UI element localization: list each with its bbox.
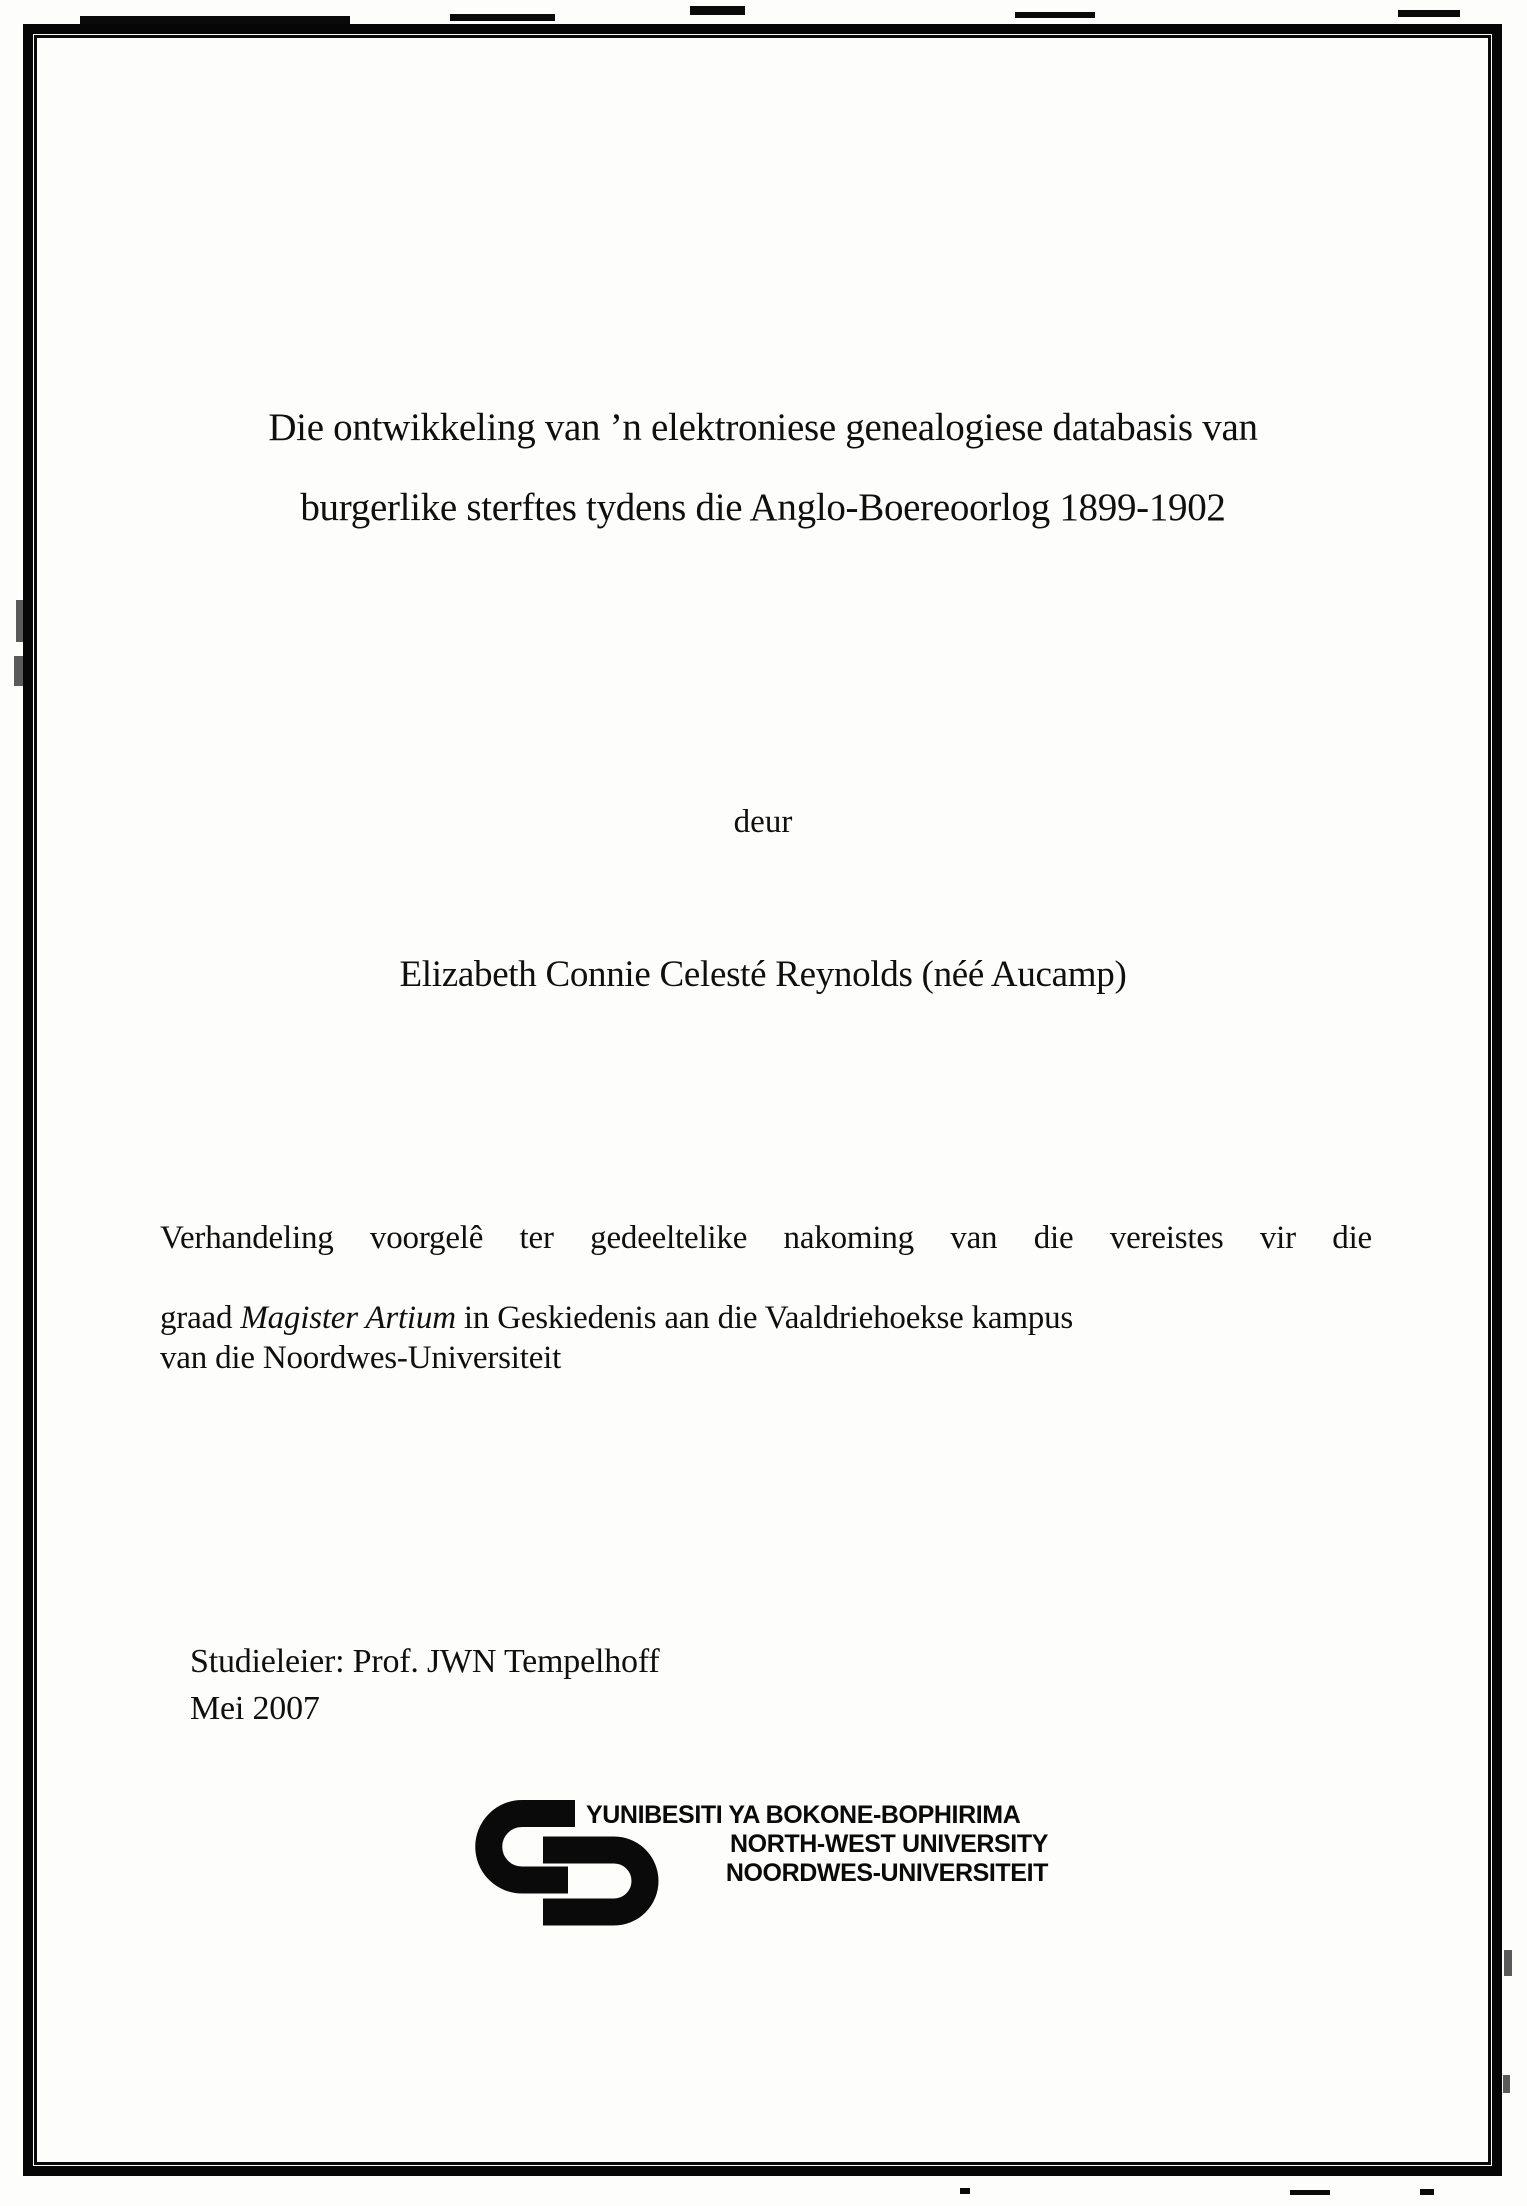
author-name: Elizabeth Connie Celesté Reynolds (néé Aucamp) (399, 954, 1127, 995)
submission-line2-pre: graad (160, 1300, 241, 1336)
scan-artifact (690, 6, 745, 15)
byline: deur (733, 804, 793, 840)
degree-name: Magister Artium (240, 1300, 456, 1336)
scan-artifact (1290, 2190, 1330, 2195)
date-line: Mei 2007 (190, 1690, 320, 1727)
supervisor-line: Studieleier: Prof. JWN Tempelhoff (190, 1643, 660, 1680)
scan-artifact (1504, 1950, 1512, 1976)
thesis-title-line2: burgerlike sterftes tydens die Anglo-Boereoorlog 1899-1902 (300, 486, 1226, 529)
university-logo (464, 1794, 1104, 1934)
wordmark-afrikaans: NOORDWES-UNIVERSITEIT (725, 1859, 1048, 1887)
scan-artifact (450, 14, 555, 21)
thesis-title (155, 388, 1371, 548)
scan-artifact (960, 2188, 970, 2194)
scan-artifact (1015, 12, 1095, 18)
submission-line2-post: in Geskiedenis aan die Vaaldriehoekse kampus (455, 1300, 1074, 1336)
submission-line2 (160, 1298, 1372, 1338)
submission-line3: van die Noordwes-Universiteit (160, 1340, 562, 1376)
scan-artifact (80, 16, 350, 24)
submission-statement (160, 1218, 1372, 1378)
thesis-title-line1: Die ontwikkeling van ’n elektroniese genealogiese databasis van (268, 406, 1258, 449)
wordmark-english: NORTH-WEST UNIVERSITY (730, 1830, 1048, 1858)
submission-line1: Verhandeling voorgelê ter gedeeltelike nakoming van die vereistes vir die (160, 1220, 1372, 1256)
scan-artifact (1398, 10, 1460, 17)
scan-artifact (1420, 2189, 1434, 2195)
university-wordmark (586, 1801, 1048, 1888)
scan-artifact (1503, 2075, 1510, 2093)
wordmark-setswana: YUNIBESITI YA BOKONE-BOPHIRIMA (586, 1801, 1021, 1829)
supervisor-block (190, 1638, 659, 1732)
